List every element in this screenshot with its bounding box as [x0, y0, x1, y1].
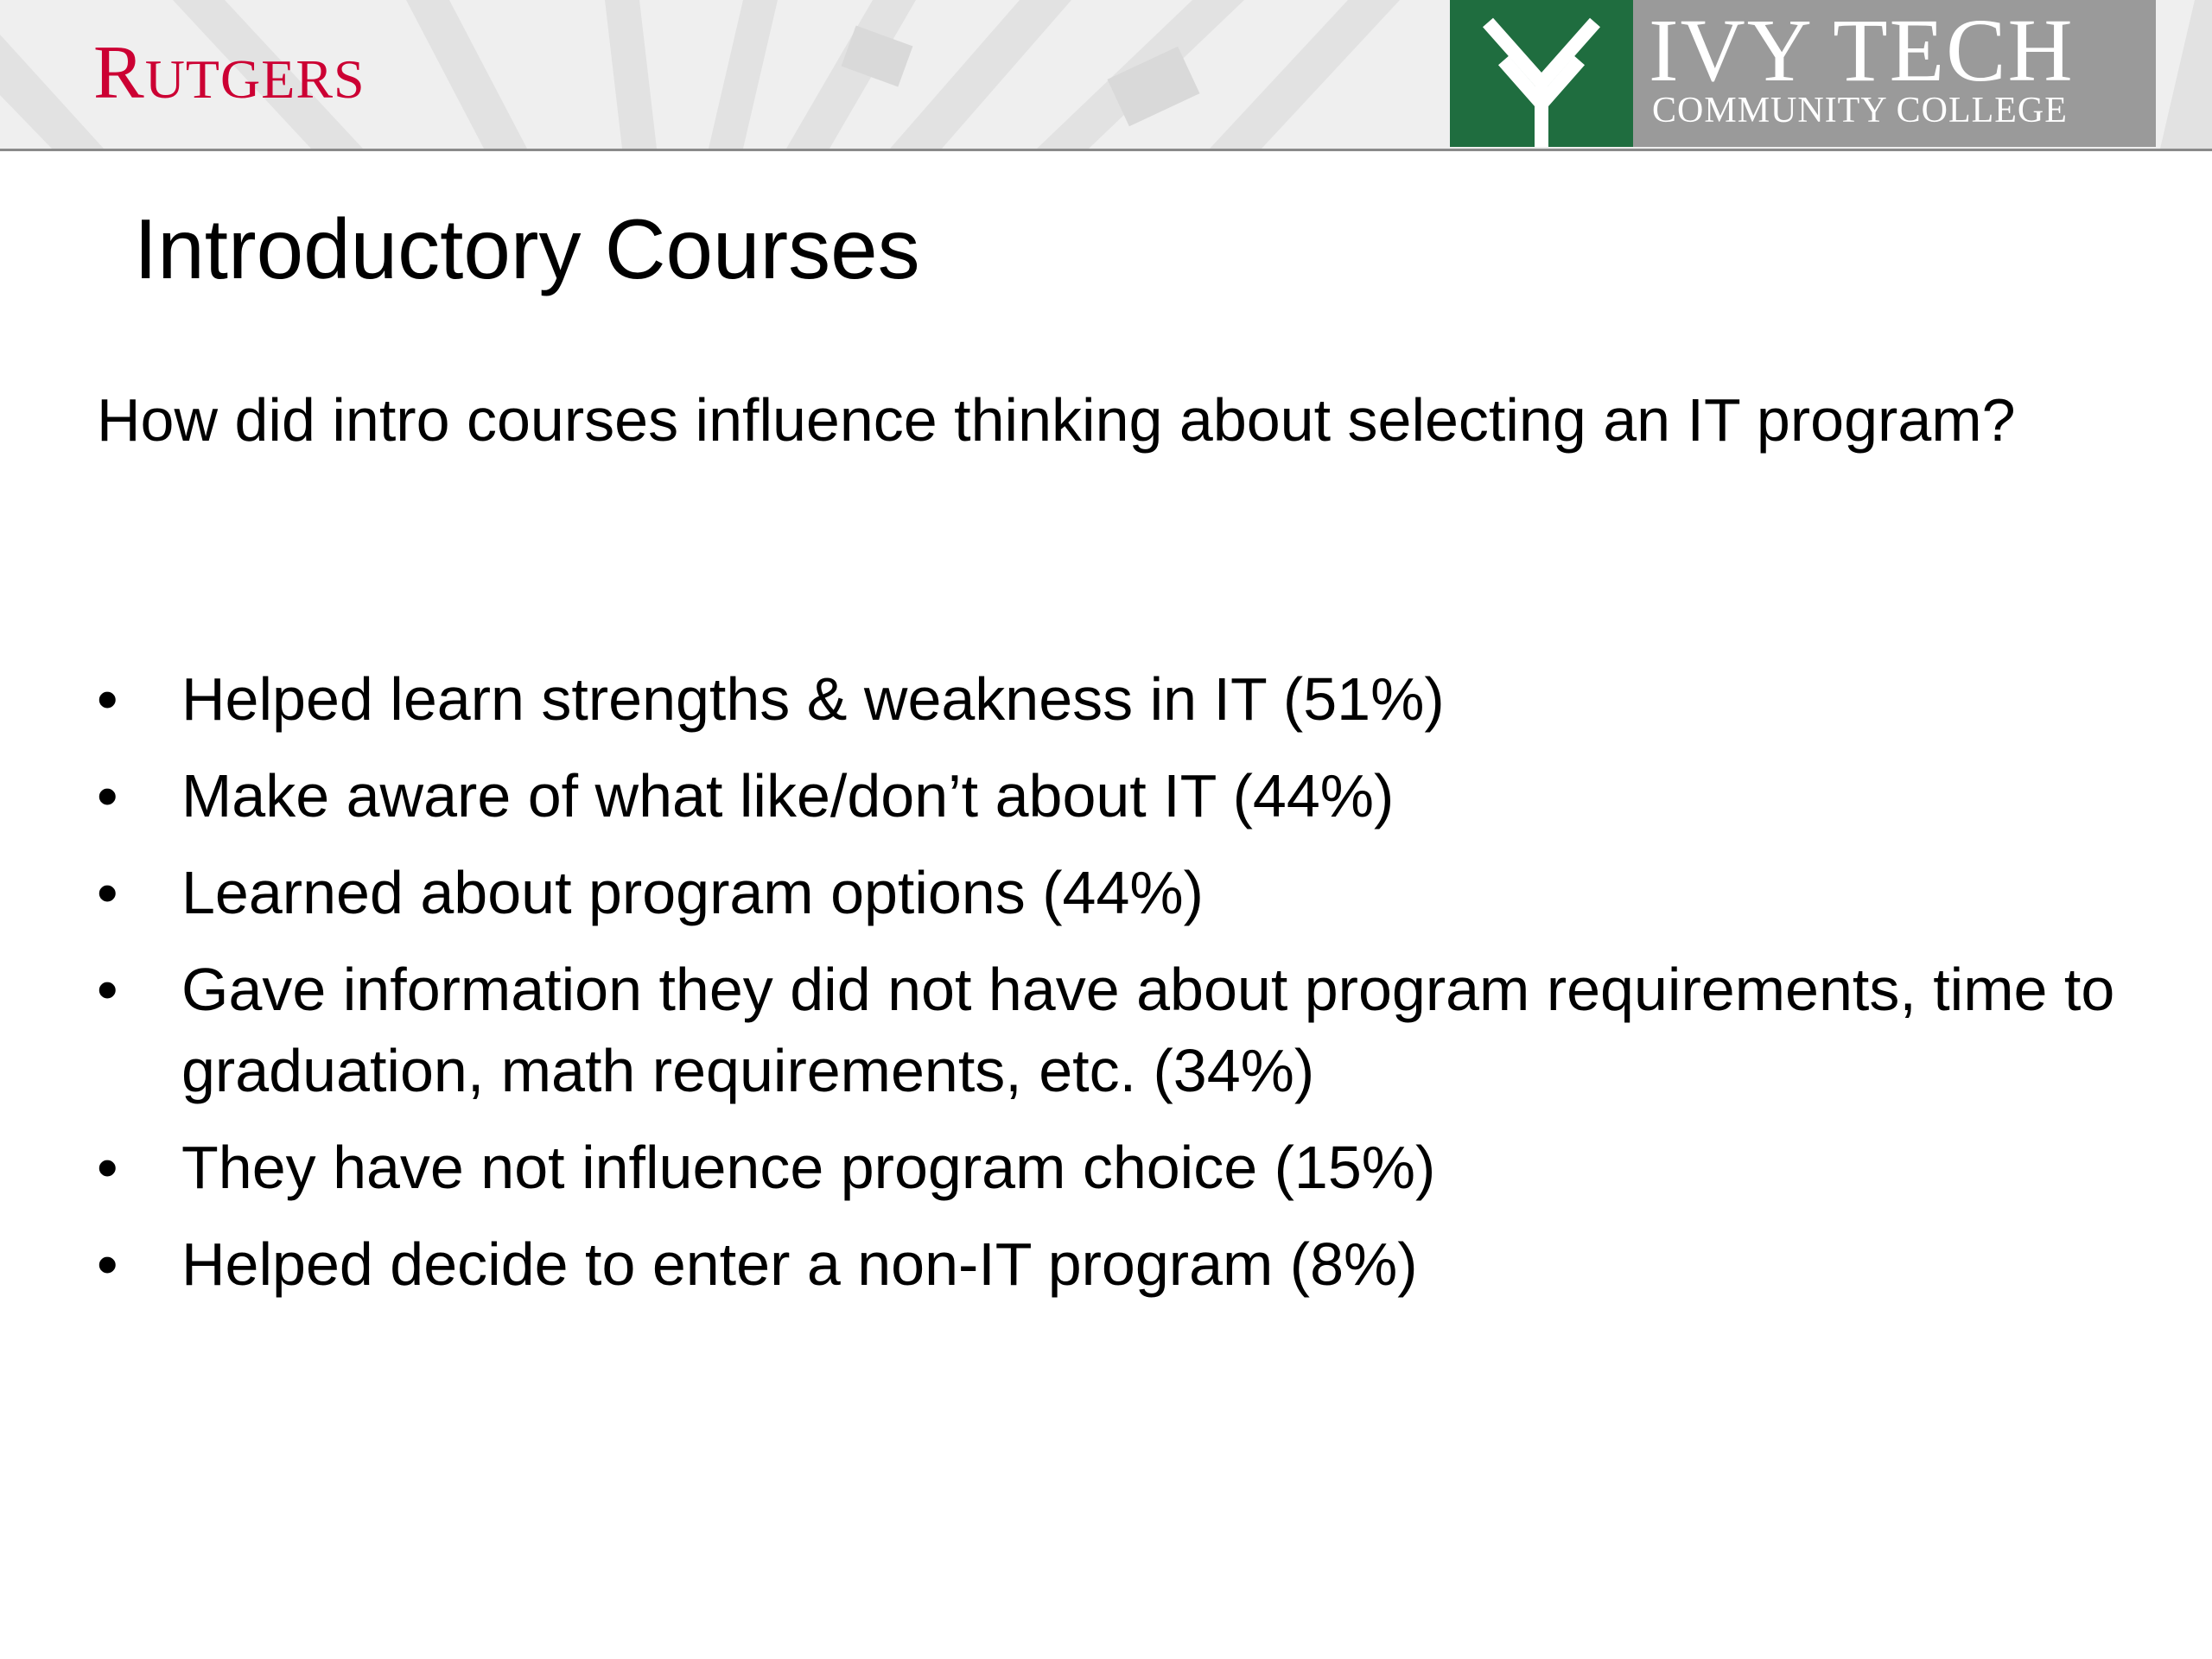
bullet-dot: •	[97, 859, 118, 926]
slide-question: How did intro courses influence thinking about selecting an IT program?	[97, 386, 2016, 454]
bullet-item	[97, 852, 2153, 933]
header-divider	[0, 149, 2212, 151]
bullet-dot: •	[97, 665, 118, 733]
bullet-list	[97, 658, 2153, 1320]
ivy-tech-logo	[1450, 0, 2156, 147]
bullet-item	[97, 1224, 2153, 1305]
bullet-text: Helped decide to enter a non-IT program (8%)	[181, 1230, 1418, 1298]
slide-title: Introductory Courses	[134, 201, 920, 296]
rutgers-logo	[93, 26, 365, 121]
bullet-dot: •	[97, 956, 118, 1023]
bullet-text: Helped learn strengths & weakness in IT (51%)	[181, 665, 1445, 733]
bullet-item	[97, 1127, 2153, 1208]
bullet-item	[97, 755, 2153, 836]
bullet-text: Learned about program options (44%)	[181, 859, 1204, 926]
bullet-dot: •	[97, 1230, 118, 1298]
rutgers-logo-initial: R	[93, 31, 145, 115]
bullet-item	[97, 658, 2153, 740]
bullet-text: They have not influence program choice (15%)	[181, 1134, 1436, 1201]
ivy-tech-subtitle: COMMUNITY COLLEGE	[1652, 91, 2068, 130]
bullet-dot: •	[97, 1134, 118, 1201]
rutgers-logo-text: UTGERS	[144, 48, 365, 110]
bullet-text: Gave information they did not have about program requirements, time to graduation, math requirements, etc. (34%)	[181, 956, 2115, 1104]
ivy-tech-wordmark	[1633, 0, 2156, 147]
bullet-dot: •	[97, 762, 118, 830]
bullet-text: Make aware of what like/don’t about IT (44%)	[181, 762, 1395, 830]
bullet-item	[97, 949, 2153, 1111]
ivy-tech-name: IVY TECH	[1649, 1, 2075, 100]
ivy-leaf-icon	[1450, 0, 1633, 147]
slide-header	[0, 0, 2212, 149]
